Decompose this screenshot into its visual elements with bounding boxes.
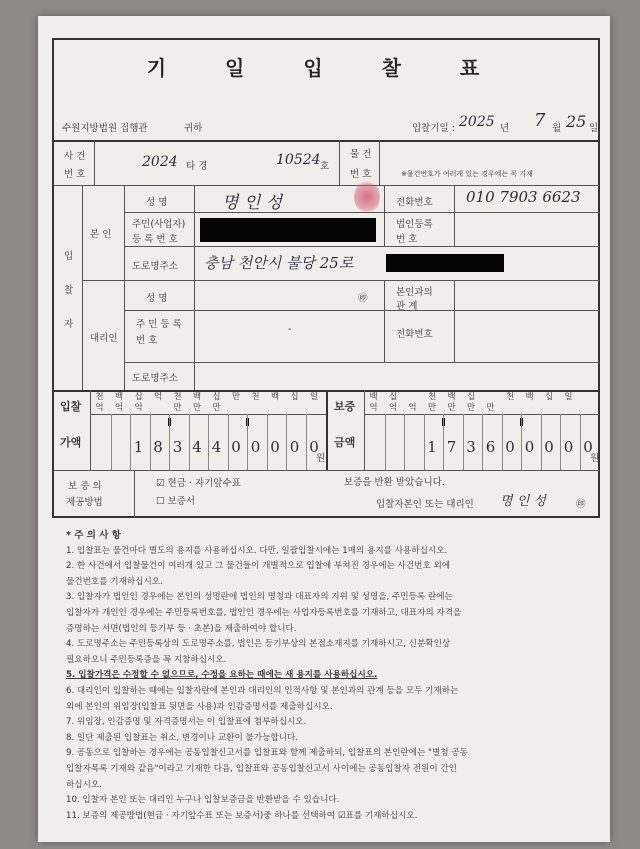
agent-address-label: 도로명주소 <box>132 373 178 384</box>
notes-line: 하십시오. <box>66 779 102 790</box>
return-sign-name: 명 인 성 <box>500 494 546 509</box>
bidder-name: 명 인 성 <box>222 193 283 213</box>
deposit-unit-bottom: 억 <box>369 403 378 413</box>
bid-amount-unit-bottom: 억 <box>134 403 143 413</box>
bid-amount-unit-top: 억 <box>153 392 163 402</box>
notes-line: 7. 위임장, 인감증명 및 자격증명서는 이 입찰표에 첨부하십시오. <box>66 717 307 728</box>
notes-line: 입찰자가 개인인 경우에는 주민등록번호를, 법인인 경우에는 사업자등록번호를 기재하고, 대표자의 자격을 <box>66 607 462 618</box>
notes-line: 11. 보증의 제공방법(현금 · 자기앞수표 또는 보증서)중 하나를 선택하여 ☑표를 기재하십시오. <box>66 810 418 821</box>
deposit-unit-top: 십 <box>388 392 398 402</box>
bid-date-year: 2025 <box>459 114 495 130</box>
bid-amount-unit-top: 일 <box>309 392 319 402</box>
phone-label: 전화번호 <box>396 197 433 208</box>
notes-line: 외에 본인의 위임장(입찰표 뒷면을 사용)과 인감증명서를 제출하십시오. <box>66 701 333 712</box>
agent-seal-mark: ㊞ <box>358 293 368 304</box>
deposit-unit-bottom: 만 <box>486 403 495 413</box>
deposit-label-bottom: 금액 <box>334 436 356 449</box>
bid-amount-unit-top: 백 <box>114 392 124 402</box>
case-number-unit: 호 <box>320 161 330 172</box>
deposit-method-label-top: 보 증 의 <box>68 481 102 492</box>
bid-date-month-unit: 월 <box>552 123 562 134</box>
deposit-unit: 원 <box>590 453 600 464</box>
bid-amount-unit-bottom: 만 <box>212 403 221 413</box>
agent-phone-label: 전화번호 <box>396 329 433 340</box>
agent-name-label: 성 명 <box>146 293 168 304</box>
bid-date-label: 입찰기일 : <box>412 123 455 134</box>
deposit-digit: 0 <box>544 438 554 456</box>
case-number-label-top: 사 건 <box>64 151 86 162</box>
notes-line: 4. 도로명주소는 주민등록상의 도로명주소를, 법인은 등기부상의 본점소재지를 기재하시고, 신분확인상 <box>66 639 451 650</box>
deposit-digit: 0 <box>583 438 593 456</box>
return-sign-label: 입찰자본인 또는 대리인 <box>376 499 474 510</box>
court-honorific: 귀하 <box>184 123 203 134</box>
notes-line: 9. 공동으로 입찰하는 경우에는 공동입찰신고서를 입찰표와 함께 제출하되, 입찰표의 본인란에는 "별첨 공동 <box>66 748 468 759</box>
bid-amount-digit: 4 <box>192 438 202 456</box>
bidder-seal-stamp <box>354 180 380 214</box>
bid-amount-unit-top: 백 <box>270 392 280 402</box>
agent-id-label-bottom: 번 호 <box>136 335 158 346</box>
deposit-unit-bottom: 만 <box>466 403 476 413</box>
item-number-note: ※물건번호가 여러개 있는 경우에는 꼭 기재 <box>401 170 533 178</box>
form-frame <box>52 38 600 518</box>
deposit-digit: 6 <box>485 438 496 456</box>
notes-line: 8. 일단 제출된 입찰표는 취소, 변경이나 교환이 불가능합니다. <box>66 732 299 743</box>
deposit-digit: 7 <box>446 438 457 456</box>
id-label-bottom: 등 록 번 호 <box>132 234 178 245</box>
notes-line: 6. 대리인이 입찰하는 때에는 입찰자란에 본인과 대리인의 인적사항 및 본인과의 관계 등을 모두 기재하는 <box>66 685 459 696</box>
notes-line: 증명하는 서면(법인의 등기부 등 · 초본)을 제출하여야 합니다. <box>66 623 297 634</box>
bid-date-day-unit: 일 <box>589 123 599 134</box>
bid-amount-unit-bottom: 억 <box>114 403 124 413</box>
bid-amount-digit: 1 <box>133 438 144 456</box>
deposit-unit-top: 십 <box>466 392 476 402</box>
bid-amount-unit-top: 십 <box>134 392 143 402</box>
case-year: 2024 <box>142 154 178 170</box>
bid-amount-unit-top: 십 <box>290 392 299 402</box>
bid-amount-unit-top: 만 <box>231 392 241 402</box>
address-value: 충남 천안시 불당 25로 <box>204 254 354 272</box>
return-seal-mark: ㊞ <box>576 499 586 510</box>
deposit-unit-top: 백 <box>447 392 456 402</box>
deposit-unit-top: 천 <box>505 392 515 402</box>
bid-date-year-unit: 년 <box>500 123 510 134</box>
phone-value: 010 7903 6623 <box>466 188 581 206</box>
bid-amount-unit-top: 백 <box>192 392 202 402</box>
redacted-address-detail <box>386 254 504 272</box>
deposit-unit-bottom: 억 <box>408 403 417 413</box>
notes-line: 1. 입찰표는 물건마다 별도의 용지를 사용하십시오. 다만, 일괄입찰시에는 1매의 용지를 사용하십시오. <box>66 545 448 556</box>
bidder-side-label: 입 찰 자 <box>64 251 74 330</box>
deposit-unit-top: 백 <box>525 392 534 402</box>
bid-amount-unit-bottom: 만 <box>192 403 202 413</box>
deposit-method-label-bottom: 제공방법 <box>66 497 103 508</box>
agent-relation-top: 본인과의 <box>396 287 433 298</box>
bid-date-day: 25 <box>566 112 587 131</box>
bid-amount-digit: 3 <box>172 438 183 456</box>
id-label-top: 주민(사업자) <box>132 219 186 230</box>
notes-section <box>66 528 586 824</box>
deposit-unit-top: 십 <box>544 392 554 402</box>
court-name: 수원지방법원 집행관 <box>62 123 148 134</box>
bid-amount-unit-bottom: 억 <box>95 403 104 413</box>
form-title: 기 일 입 찰 표 <box>146 56 506 80</box>
name-label: 성 명 <box>146 197 168 208</box>
deposit-unit-bottom: 만 <box>427 403 437 413</box>
deposit-label-top: 보증 <box>334 400 356 413</box>
agent-id-label-top: 주 민 등 록 <box>136 319 182 330</box>
agent-label: 대리인 <box>90 333 118 344</box>
deposit-digit: 3 <box>466 438 476 456</box>
deposit-digit: 0 <box>563 438 574 456</box>
bid-amount-unit-top: 천 <box>95 392 104 402</box>
notes-line: 입찰자목록 기재와 같음"이라고 기재한 다음, 입찰표와 공동입찰신고서 사이에는 공동입찰자 전원이 간인 <box>66 763 457 774</box>
case-number-label-bottom: 번 호 <box>64 169 86 180</box>
bid-amount-digit: 0 <box>270 438 280 456</box>
case-number: 10524 <box>276 152 321 168</box>
bid-amount-unit: 원 <box>316 453 326 464</box>
deposit-digit: 0 <box>524 438 535 456</box>
bid-amount-digit: 8 <box>153 438 163 456</box>
deposit-return-text: 보증을 반환 받았습니다. <box>344 477 445 488</box>
bid-form-paper <box>38 16 610 842</box>
item-number-label-bottom: 번 호 <box>350 169 372 180</box>
case-type: 타 경 <box>186 161 208 172</box>
corp-label-top: 법인등록 <box>396 219 433 230</box>
deposit-digit: 0 <box>505 438 515 456</box>
notes-line: 2. 한 사건에서 입찰물건이 여러개 있고 그 물건들이 개별적으로 입찰에 부쳐진 경우에는 사건번호 외에 <box>66 561 451 572</box>
bid-amount-digit: 0 <box>309 438 319 456</box>
notes-line: 3. 입찰자가 법인인 경우에는 본인의 성명란에 법인의 명칭과 대표자의 지위 및 성명을, 주민등록 란에는 <box>66 592 453 603</box>
corp-label-bottom: 번 호 <box>396 234 418 245</box>
notes-heading: * 주 의 사 항 <box>66 530 121 541</box>
item-number-label-top: 물 건 <box>350 149 372 160</box>
deposit-unit-top: 일 <box>564 392 573 402</box>
bid-amount-digit: 0 <box>231 438 241 456</box>
deposit-unit-bottom: 만 <box>447 403 456 413</box>
bid-amount-digit: 0 <box>289 438 300 456</box>
bid-date-month: 7 <box>534 110 546 131</box>
notes-line: 필요하오니 주민등록증을 꼭 지참하십시오. <box>66 654 227 665</box>
bid-amount-digit: 0 <box>250 438 261 456</box>
bid-amount-unit-bottom: 만 <box>173 403 182 413</box>
bid-amount-unit-top: 천 <box>173 392 182 402</box>
deposit-unit-top: 천 <box>427 392 437 402</box>
option-cash-check[interactable]: ☑ 현금 · 자기앞수표 <box>156 478 241 489</box>
bid-amount-label-bottom: 가액 <box>60 436 82 449</box>
option-guarantee[interactable]: ☐ 보증서 <box>156 496 196 507</box>
notes-line: 물건번호를 기재하십시오. <box>66 576 163 587</box>
notes-line: 5. 입찰가격은 수정할 수 없으므로, 수정을 요하는 때에는 새 용지를 사용하십시오. <box>66 670 378 681</box>
deposit-digit: 1 <box>427 438 437 456</box>
address-label: 도로명주소 <box>132 261 178 272</box>
redacted-id-number <box>200 218 376 242</box>
deposit-unit-top: 백 <box>369 392 378 402</box>
agent-relation-bottom: 관 계 <box>396 301 418 312</box>
bid-amount-label-top: 입찰 <box>60 400 82 413</box>
bid-amount-digit: 4 <box>211 438 222 456</box>
bid-amount-unit-top: 천 <box>251 392 260 402</box>
notes-line: 10. 입찰자 본인 또는 대리인 누구나 입찰보증금을 반환받을 수 있습니다. <box>66 795 340 806</box>
principal-label: 본 인 <box>90 229 112 240</box>
agent-id-value: - <box>288 324 292 335</box>
deposit-unit-bottom: 억 <box>388 403 398 413</box>
bid-amount-unit-top: 십 <box>212 392 221 402</box>
